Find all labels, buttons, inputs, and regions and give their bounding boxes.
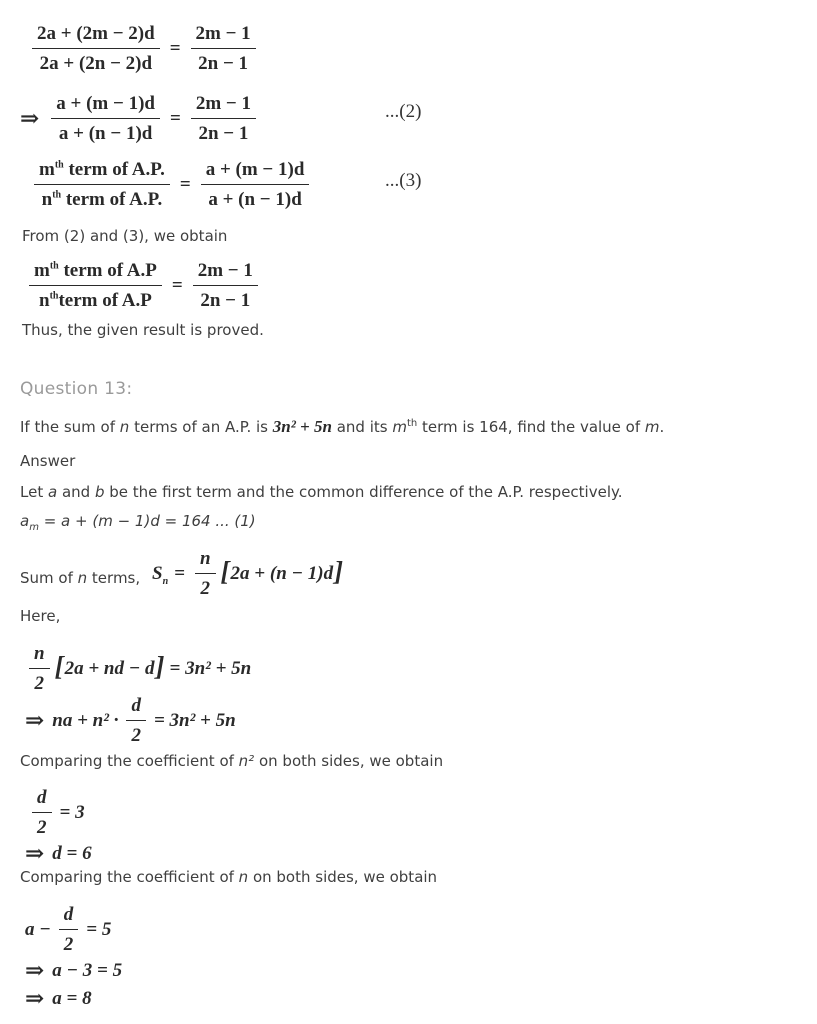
from-2-and-3-text: From (2) and (3), we obtain [22, 227, 228, 245]
math-text: term of A.P. [63, 159, 165, 180]
implies-arrow-icon: ⇒ [25, 841, 45, 866]
math-text: na + n² · [52, 709, 119, 731]
variable-a: a [20, 512, 30, 530]
implies-arrow-icon: ⇒ [20, 106, 40, 131]
text-part: be the first term and the common difference of the A.P. respectively. [104, 483, 623, 501]
question-text-part: If the sum of [20, 418, 120, 436]
question-text-part: terms of an A.P. is [129, 418, 273, 436]
answer-label: Answer [20, 452, 76, 470]
math-text: n [39, 290, 50, 311]
fraction-numerator: d [59, 901, 79, 930]
inline-math-3n2-5n: 3n² + 5n [272, 417, 332, 436]
text-part: Sum of [20, 569, 78, 587]
math-text: n [41, 189, 53, 210]
equation-d2-equals-3 [28, 784, 85, 841]
math-text: = 3 [59, 801, 85, 823]
fraction [32, 784, 52, 841]
math-text: term of A.P [58, 290, 152, 311]
equation-a-equals-8 [25, 985, 92, 1012]
text-part: on both sides, we obtain [248, 868, 438, 886]
comparing-n2-text [20, 751, 443, 771]
math-text: a − 3 = 5 [52, 959, 123, 981]
equation-number-2: ...(2) [385, 101, 422, 122]
text-part: Comparing the coefficient of [20, 752, 239, 770]
math-text: a − [25, 918, 51, 940]
fraction-numerator: d [32, 784, 52, 813]
math-text: 2a + nd − d [64, 657, 155, 679]
text-part: terms, [87, 569, 141, 587]
right-bracket: ] [155, 651, 165, 681]
fraction-denominator: 2a + (2n − 2)d [39, 53, 153, 74]
fraction [34, 156, 170, 213]
let-statement-text [20, 482, 623, 502]
equals-sign: = [169, 37, 181, 59]
fraction-numerator: a + (m − 1)d [201, 156, 310, 185]
variable-b: b [94, 483, 105, 501]
implies-arrow-icon: ⇒ [25, 986, 45, 1011]
fraction-numerator: n [29, 640, 50, 669]
fraction [195, 545, 216, 602]
equation-a-minus-d2 [25, 901, 111, 958]
question-text-part: . [659, 418, 665, 436]
fraction [126, 692, 146, 749]
sn-symbol [152, 563, 168, 585]
fraction-numerator: 2a + (2m − 2)d [32, 20, 160, 49]
fraction-numerator [29, 257, 162, 286]
implies-arrow-icon: ⇒ [25, 958, 45, 983]
math-text: = 3n² + 5n [169, 657, 252, 679]
math-text: term of A.P [58, 260, 157, 281]
here-text: Here, [20, 607, 61, 625]
fraction-numerator [34, 156, 170, 185]
fraction-denominator: 2n − 1 [198, 123, 249, 144]
fraction-denominator: 2 [63, 934, 74, 955]
math-text: m [39, 159, 55, 180]
math-text: = 5 [86, 918, 112, 940]
question-text-part: term is 164, find the value of [417, 418, 645, 436]
text-part: Let [20, 483, 48, 501]
equation-rest: = a + (m − 1)d = 164 ... (1) [38, 512, 256, 530]
superscript-th: th [49, 260, 59, 272]
am-equation-text [20, 511, 256, 531]
subscript-m: m [29, 522, 39, 533]
left-bracket: [ [220, 556, 230, 586]
fraction-denominator: a + (n − 1)d [58, 123, 153, 144]
equals-sign: = [169, 107, 181, 129]
variable-m: m [392, 418, 407, 436]
equation-ratio-2m2n [28, 20, 260, 77]
fraction-denominator: 2n − 1 [200, 290, 251, 311]
fraction [59, 901, 79, 958]
sn-formula-equation [152, 545, 344, 602]
fraction-denominator: 2 [200, 578, 210, 599]
fraction-numerator: a + (m − 1)d [51, 90, 160, 119]
fraction-numerator: d [126, 692, 146, 721]
text-part: on both sides, we obtain [254, 752, 444, 770]
fraction-denominator [37, 185, 168, 213]
math-text: = 3n² + 5n [153, 709, 236, 731]
math-text: a = 8 [52, 987, 92, 1009]
fraction [201, 156, 310, 213]
equals-sign: = [179, 173, 191, 195]
fraction [193, 257, 258, 314]
math-text: S [152, 562, 163, 584]
fraction [51, 90, 160, 147]
variable-a: a [47, 483, 58, 501]
variable-n: n [238, 868, 249, 886]
math-text: term of A.P. [61, 189, 163, 210]
fraction-denominator [34, 286, 157, 314]
superscript-th: th [406, 418, 418, 429]
fraction [29, 640, 50, 697]
fraction-denominator: 2 [131, 725, 141, 746]
equation-d-equals-6 [25, 840, 92, 867]
math-text: d = 6 [52, 842, 92, 864]
fraction-denominator: 2 [37, 817, 47, 838]
fraction [191, 90, 256, 147]
variable-n: n [77, 569, 88, 587]
equation-number-3: ...(3) [385, 170, 422, 191]
superscript-th: th [52, 189, 62, 201]
fraction [191, 20, 256, 77]
fraction [29, 257, 162, 314]
question-text-part: and its [331, 418, 393, 436]
question-heading: Question 13: [20, 379, 133, 399]
equation-3 [30, 156, 313, 213]
equals-sign: = [174, 562, 185, 584]
variable-n: n [119, 418, 130, 436]
fraction [32, 20, 160, 77]
fraction-numerator: n [195, 545, 216, 574]
math-text: 2a + (n − 1)d [230, 562, 334, 584]
sum-of-n-terms-text [20, 568, 140, 588]
variable-n2: n² [238, 752, 255, 770]
question-text [20, 417, 664, 437]
fraction-denominator: 2n − 1 [198, 53, 249, 74]
fraction-denominator: 2 [34, 673, 45, 694]
comparing-n-text [20, 867, 437, 887]
fraction-numerator: 2m − 1 [191, 20, 256, 49]
equation-result [25, 257, 262, 314]
right-bracket: ] [334, 556, 344, 586]
equation-n2-expansion [25, 640, 251, 697]
subscript-n: n [162, 575, 169, 587]
thus-proved-text: Thus, the given result is proved. [22, 321, 264, 339]
fraction-numerator: 2m − 1 [193, 257, 258, 286]
equation-2 [20, 90, 260, 147]
math-text: m [34, 260, 50, 281]
text-part: Comparing the coefficient of [20, 868, 239, 886]
equation-a-minus-3 [25, 957, 122, 984]
superscript-th: th [54, 159, 64, 171]
fraction-denominator: a + (n − 1)d [208, 189, 302, 210]
implies-arrow-icon: ⇒ [25, 708, 45, 733]
text-part: and [57, 483, 95, 501]
equation-na-n2d2 [25, 692, 236, 749]
superscript-th: th [49, 290, 59, 302]
left-bracket: [ [54, 651, 64, 681]
fraction-numerator: 2m − 1 [191, 90, 256, 119]
equals-sign: = [171, 274, 183, 296]
variable-m: m [644, 418, 660, 436]
